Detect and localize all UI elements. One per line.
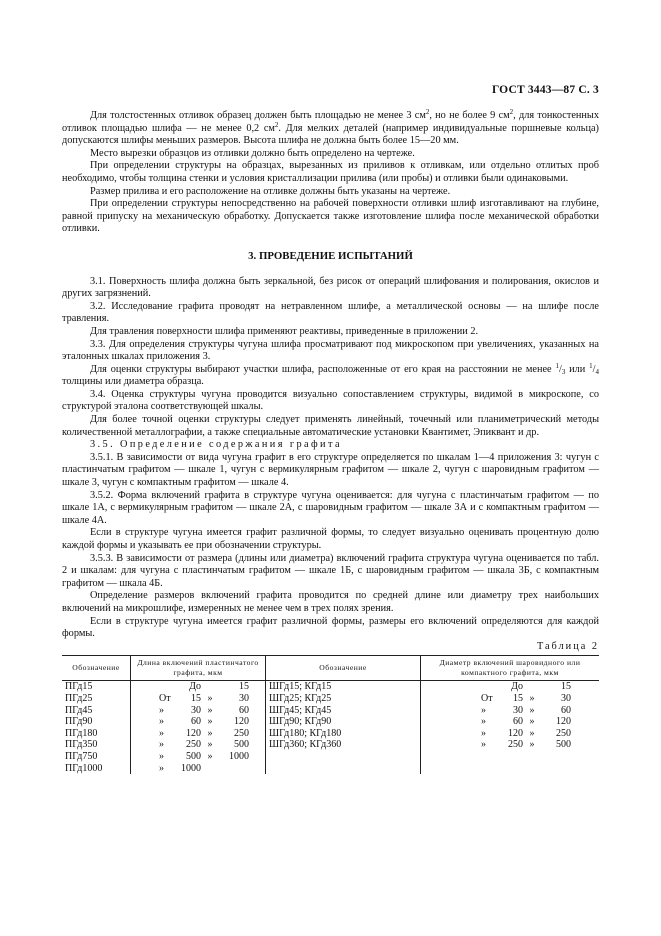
range-sep bbox=[203, 681, 217, 693]
col-header-diameter: Диаметр включений шаровидного или компактного графита, мкм bbox=[421, 656, 600, 681]
range-from: 60 bbox=[191, 716, 201, 728]
table-2 bbox=[62, 655, 599, 774]
table-cell-range bbox=[159, 716, 262, 728]
range-from: 60 bbox=[513, 716, 523, 728]
table-cell-designation: ПГд1000 bbox=[65, 762, 103, 774]
table-header-row bbox=[62, 656, 599, 681]
range-to: 120 bbox=[234, 716, 249, 728]
designation-column-left bbox=[62, 681, 131, 774]
paragraph: Для травления поверхности шлифа применяют реактивы, приведенные в приложении 2. bbox=[90, 325, 479, 337]
paragraph: При определении структуры непосредственно на рабочей поверхности отливки шлиф изготавливают на глубине, равной припуску на механическую обработку. Допускается также изготовление шлифа после механической обработки отливки. bbox=[62, 198, 599, 235]
paragraph: Если в структуре чугуна имеется графит различной формы, размеры его включений определяются для каждой формы. bbox=[62, 615, 599, 640]
paragraph: Если в структуре чугуна имеется графит различной формы, то следует визуально оценивать процентную долю каждой формы и указывать ее при обозначении структуры. bbox=[62, 527, 599, 551]
range-sep: » bbox=[207, 692, 213, 704]
fraction-numerator: 1 bbox=[589, 361, 593, 370]
table-cell-range bbox=[481, 739, 596, 751]
table-cell-designation: ПГд750 bbox=[65, 750, 98, 762]
table-row bbox=[62, 681, 599, 774]
paragraph: 3.3. Для определения структуры чугуна шлифа просматривают под микроскопом при увеличениях, указанных на эталонных шкалах приложения 3. bbox=[62, 338, 599, 363]
text-run: Для толстостенных отливок образец должен быть площадью не менее 3 см bbox=[90, 110, 426, 121]
paragraph: 3.1. Поверхность шлифа должна быть зеркальной, без рисок от операций шлифования и полирования, окислов и других загрязнений. bbox=[62, 275, 599, 300]
text-run: Для оценки структуры выбирают участки шлифа, расположенные от его края на расстоянии не менее bbox=[90, 363, 556, 375]
range-prefix: » bbox=[481, 739, 486, 751]
table-cell-range bbox=[159, 705, 262, 717]
fraction-denominator: 3 bbox=[561, 367, 566, 376]
range-sep: » bbox=[529, 704, 535, 716]
paragraph: При определении структуры на образцах, вырезанных из приливов к отливкам, или отдельно отлитых проб необходимо, чтобы толщина стенки и условия кристаллизации прилива (или пробы) и отливки были одинаковыми. bbox=[62, 160, 599, 184]
range-sep: » bbox=[529, 727, 535, 739]
range-from: 15 bbox=[513, 692, 523, 704]
range-from: До bbox=[189, 681, 201, 693]
range-sep: » bbox=[529, 739, 535, 751]
length-column bbox=[131, 681, 266, 774]
table-cell-range bbox=[481, 681, 596, 693]
range-sep: » bbox=[207, 727, 213, 739]
text-run: , для тонкостенных отливок площадью шлифа — не менее 0,2 см bbox=[62, 110, 599, 134]
diameter-column bbox=[421, 681, 600, 774]
table-cell-range bbox=[159, 739, 262, 751]
table-cell-range bbox=[159, 693, 262, 705]
paragraph: 3.5.2. Форма включений графита в структуре чугуна оценивается: для чугуна с пластинчатым графитом — по шкале 1А, с вермикулярным графитом — шкале 2А, с шаровидным графитом — шкале 3А и с компактным графитом — шкале 4А. bbox=[62, 489, 599, 526]
range-from: 120 bbox=[186, 727, 201, 739]
table-cell-designation: ШГд25; КГд25 bbox=[269, 692, 332, 704]
table-cell-designation: ПГд90 bbox=[65, 716, 93, 728]
range-from: 250 bbox=[508, 739, 523, 751]
range-from: 1000 bbox=[181, 762, 201, 774]
text-run: . Для мелких деталей (например индивидуальные поршневые кольца) допускаются шлифы меньших размеров. Высота шлифа не должна быть более 15—20 мм. bbox=[62, 122, 599, 147]
range-sep: » bbox=[207, 716, 213, 728]
range-prefix: » bbox=[159, 739, 164, 751]
range-to: 120 bbox=[556, 716, 571, 728]
range-from: 15 bbox=[191, 692, 201, 704]
range-from: 30 bbox=[191, 704, 201, 716]
document-body bbox=[62, 110, 599, 774]
range-prefix: » bbox=[159, 727, 164, 739]
range-sep bbox=[203, 763, 217, 775]
table-cell-designation: ШГд90; КГд90 bbox=[269, 716, 332, 728]
col-header-designation: Обозначение bbox=[62, 656, 131, 681]
range-prefix bbox=[159, 681, 179, 693]
table-cell-designation: ШГд360; КГд360 bbox=[269, 739, 342, 751]
table-cell-range bbox=[481, 693, 596, 705]
text-run: или bbox=[565, 363, 590, 375]
table-cell-range bbox=[159, 751, 262, 763]
range-prefix: » bbox=[159, 750, 164, 762]
section-title: 3. ПРОВЕДЕНИЕ ИСПЫТАНИЙ bbox=[248, 249, 413, 262]
table-cell-range bbox=[481, 705, 596, 717]
paragraph: Место вырезки образцов из отливки должно быть определено на чертеже. bbox=[90, 147, 415, 159]
range-prefix: От bbox=[159, 692, 171, 704]
range-to: 30 bbox=[239, 692, 249, 704]
range-sep: » bbox=[529, 692, 535, 704]
paragraph: Определение размеров включений графита проводится по средней длине или диаметру трех наибольших включений на микрошлифе, измеренных не менее чем в трех полях зрения. bbox=[62, 590, 599, 614]
table-cell-designation: ШГд180; КГд180 bbox=[269, 727, 342, 739]
range-prefix: » bbox=[159, 704, 164, 716]
table-cell-designation: ШГд15; КГд15 bbox=[269, 681, 332, 693]
page-header: ГОСТ 3443—87 С. 3 bbox=[491, 84, 599, 96]
table-cell-designation: ШГд45; КГд45 bbox=[269, 704, 332, 716]
range-to: 15 bbox=[239, 681, 249, 693]
table-cell-designation: ПГд45 bbox=[65, 704, 93, 716]
range-prefix: » bbox=[481, 704, 486, 716]
range-to: 30 bbox=[561, 692, 571, 704]
text-run: , но не более 9 см bbox=[429, 110, 510, 121]
range-sep: » bbox=[207, 739, 213, 751]
superscript: 2 bbox=[509, 108, 514, 116]
paragraph: 3.2. Исследование графита проводят на нетравленном шлифе, а металлической основы — на шлифе после травления. bbox=[62, 300, 599, 325]
range-prefix: От bbox=[481, 692, 493, 704]
table-cell-designation: ПГд350 bbox=[65, 739, 98, 751]
paragraph: 3.5.1. В зависимости от вида чугуна графит в его структуре определяется по шкалам 1—4 приложения 3: чугун с пластинчатым графитом — шкале 1, чугун с вермикулярным графитом — шкале 2, чугун с шаровидным графитом — шкале 3, чугун с компактным графитом — шкале 4. bbox=[62, 451, 599, 489]
range-sep: » bbox=[529, 716, 535, 728]
paragraph: 3.5.3. В зависимости от размера (длины или диаметра) включений графита структура чугуна оценивается по табл. 2 и шкалам: для чугуна с пластинчатым графитом — шкале 1Б, с шаровидным графитом — шкала 3Б, с компактным графитом — шкала 4Б. bbox=[62, 552, 599, 589]
table-cell-range bbox=[159, 681, 262, 693]
table-cell-range bbox=[481, 716, 596, 728]
table-cell-range bbox=[159, 728, 262, 740]
range-to: 250 bbox=[234, 727, 249, 739]
range-to: 15 bbox=[561, 681, 571, 693]
col-header-length: Длина включений пластинчатого графита, мкм bbox=[131, 656, 266, 681]
range-to: 1000 bbox=[229, 750, 249, 762]
superscript: 2 bbox=[425, 108, 430, 116]
fraction-numerator: 1 bbox=[555, 361, 559, 370]
paragraph-fractions: Для оценки структуры выбирают участки шлифа, расположенные от его края на расстоянии не менее $^1/_3$ или $^1/_4$ толщины или диаметра образца. bbox=[62, 361, 599, 388]
range-from: 250 bbox=[186, 739, 201, 751]
table-cell-designation: ПГд180 bbox=[65, 727, 98, 739]
table-cell-range bbox=[481, 728, 596, 740]
range-from: 120 bbox=[508, 727, 523, 739]
paragraph: Для более точной оценки структуры следует применять линейный, точечный или планиметрический методы количественной металлографии, а также специальные автоматические установки Квантимет, Эпиквант и др. bbox=[62, 414, 599, 438]
fraction-denominator: 4 bbox=[595, 367, 599, 376]
paragraph: 3.4. Оценка структуры чугуна проводится визуально сопоставлением структуры, видимой в микроскопе, со структурой эталона соответствующей шкалы. bbox=[62, 388, 599, 413]
range-sep bbox=[525, 681, 539, 693]
superscript: 2 bbox=[274, 120, 279, 129]
range-from: 30 bbox=[513, 704, 523, 716]
range-prefix: » bbox=[481, 716, 486, 728]
table-cell-designation: ПГд15 bbox=[65, 681, 93, 693]
text-run: толщины или диаметра образца. bbox=[62, 376, 204, 388]
range-to: 500 bbox=[556, 739, 571, 751]
table-cell-designation: ПГд25 bbox=[65, 692, 93, 704]
table-caption: Таблица 2 bbox=[536, 640, 599, 652]
paragraph: Размер прилива и его расположение на отливке должны быть указаны на чертеже. bbox=[90, 185, 451, 197]
range-sep: » bbox=[207, 750, 213, 762]
range-to: 60 bbox=[561, 704, 571, 716]
paragraph-sample-area bbox=[62, 110, 599, 148]
range-from: 500 bbox=[186, 750, 201, 762]
range-sep: » bbox=[207, 704, 213, 716]
range-to: 250 bbox=[556, 727, 571, 739]
table-cell-range bbox=[159, 763, 262, 775]
col-header-designation-2: Обозначение bbox=[266, 656, 421, 681]
subsection-title: 3.5. Определение содержания графита bbox=[90, 439, 342, 451]
designation-column-right bbox=[266, 681, 421, 774]
range-from: До bbox=[511, 681, 523, 693]
range-to: 60 bbox=[239, 704, 249, 716]
range-prefix: » bbox=[159, 716, 164, 728]
range-to bbox=[217, 763, 249, 775]
range-to: 500 bbox=[234, 739, 249, 751]
range-prefix: » bbox=[481, 727, 486, 739]
range-prefix: » bbox=[159, 762, 164, 774]
range-prefix bbox=[481, 681, 501, 693]
